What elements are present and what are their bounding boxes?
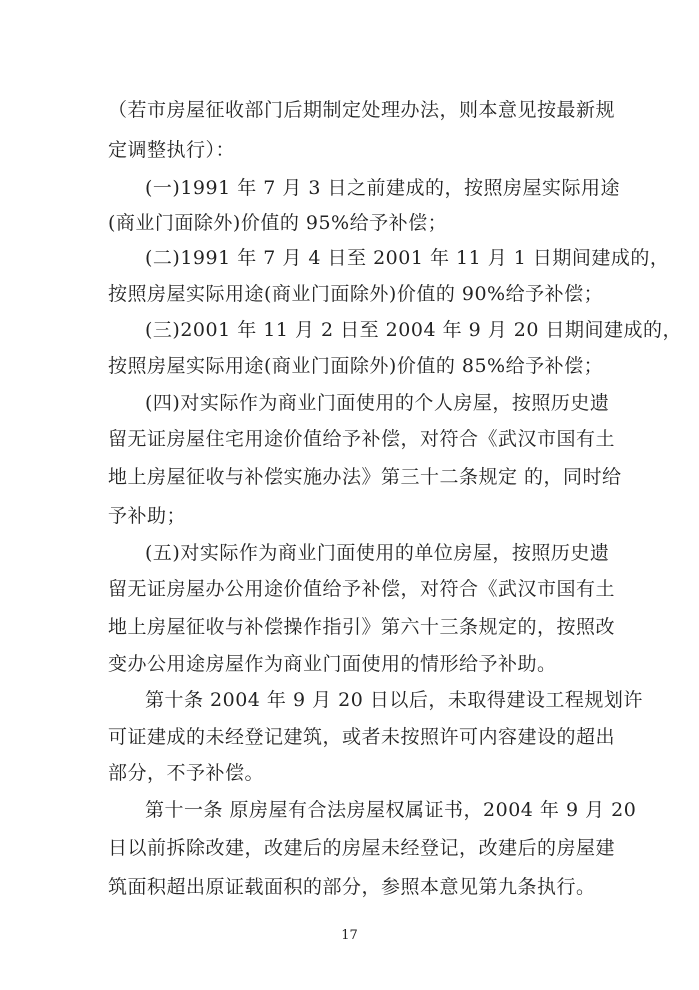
text-line: 筑面积超出原证载面积的部分，参照本意见第九条执行。: [108, 876, 596, 898]
page-number: 17: [341, 928, 358, 943]
text-line: 定调整执行）：: [108, 139, 236, 161]
text-line: 第十条 2004 年 9 月 20 日以后，未取得建设工程规划许: [145, 689, 643, 711]
text-line: 日以前拆除改建，改建后的房屋未经登记，改建后的房屋建: [108, 837, 616, 859]
text-line: 第十一条 原房屋有合法房屋权属证书，2004 年 9 月 20: [145, 799, 637, 821]
text-line: 地上房屋征收与补偿操作指引》第六十三条规定的，按照改: [108, 616, 616, 638]
text-line: (五)对实际作为商业门面使用的单位房屋，按照历史遗: [145, 542, 610, 564]
text-line: 按照房屋实际用途(商业门面除外)价值的 85%给予补偿；: [108, 355, 604, 377]
text-line: (一)1991 年 7 月 3 日之前建成的，按照房屋实际用途: [145, 177, 621, 199]
text-line: (四)对实际作为商业门面使用的个人房屋，按照历史遗: [145, 392, 610, 414]
text-line: (三)2001 年 11 月 2 日至 2004 年 9 月 20 日期间建成的，: [145, 319, 682, 341]
text-line: 变办公用途房屋作为商业门面使用的情形给予补助。: [108, 653, 557, 675]
text-line: 地上房屋征收与补偿实施办法》第三十二条规定 的，同时给: [108, 466, 622, 488]
text-line: 部分，不予补偿。: [108, 762, 265, 784]
text-line: (二)1991 年 7 月 4 日至 2001 年 11 月 1 日期间建成的，: [145, 247, 670, 269]
text-line: 可证建成的未经登记建筑，或者未按照许可内容建设的超出: [108, 726, 616, 748]
text-line: 留无证房屋办公用途价值给予补偿，对符合《武汉市国有土: [108, 578, 616, 600]
text-line: (商业门面除外)价值的 95%给予补偿；: [108, 212, 448, 234]
text-line: （若市房屋征收部门后期制定处理办法，则本意见按最新规: [108, 99, 616, 121]
text-line: 按照房屋实际用途(商业门面除外)价值的 90%给予补偿；: [108, 283, 604, 305]
text-line: 留无证房屋住宅用途价值给予补偿，对符合《武汉市国有土: [108, 428, 616, 450]
text-line: 予补助；: [108, 505, 187, 527]
